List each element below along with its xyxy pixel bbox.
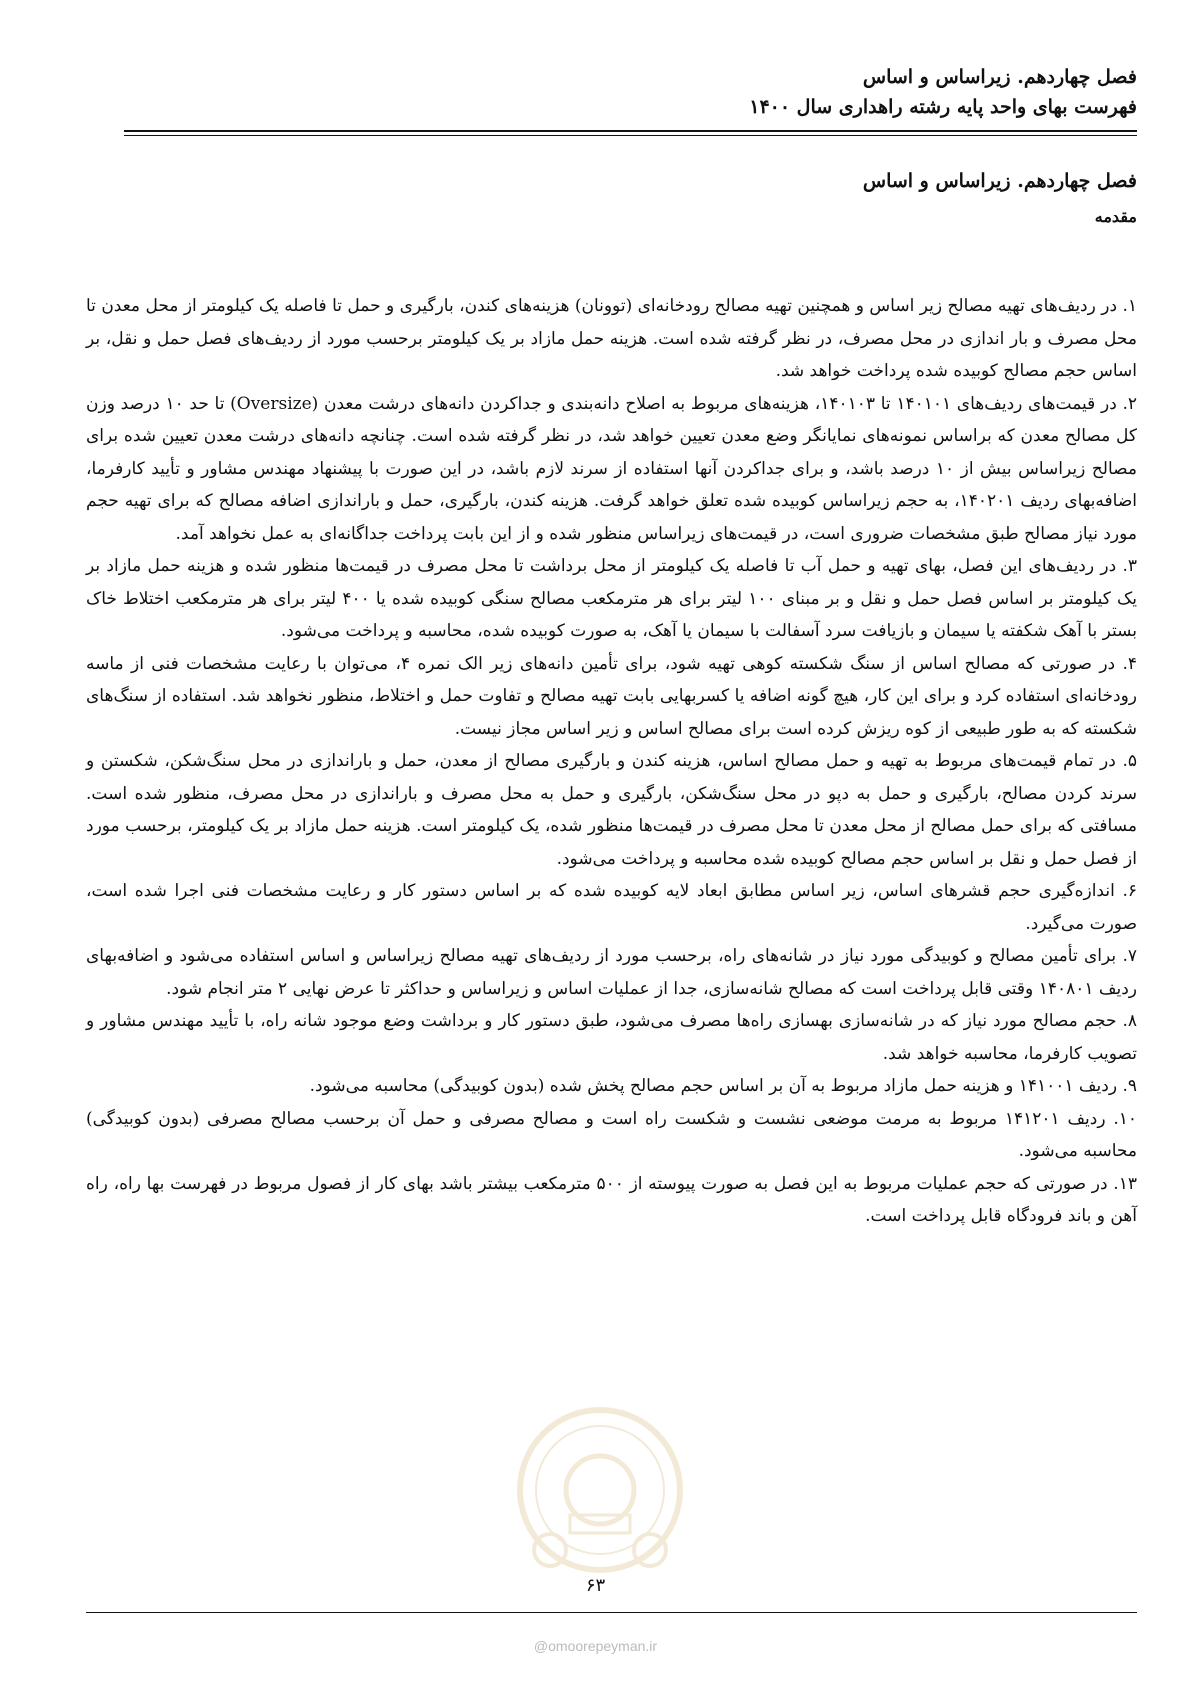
header-chapter-title: فصل چهاردهم. زیراساس و اساس [862, 66, 1137, 88]
paragraph-9: ۹. ردیف ۱۴۱۰۰۱ و هزینه حمل مازاد مربوط به آن بر اساس حجم مصالح پخش شده (بدون کوبیدگی) محاسبه می‌شود. [309, 1076, 1137, 1096]
paragraph-6: ۶. اندازه‌گیری حجم قشرهای اساس، زیر اساس مطابق ابعاد لایه کوبیده شده که بر اساس دستور کار و رعایت مشخصات فنی اجرا شده است، صورت می‌گیرد. [86, 881, 1137, 934]
page-number: ۶۳ [585, 1575, 606, 1596]
header-list-title: فهرست بهای واحد پایه رشته راهداری سال ۱۴۰۰ [749, 96, 1137, 118]
header-divider [124, 130, 1137, 132]
body-text [86, 290, 1137, 1233]
intro-heading: مقدمه [1094, 207, 1137, 226]
footer-divider [86, 1612, 1137, 1613]
header-divider-thin [124, 135, 1137, 136]
paragraph-1: ۱. در ردیف‌های تهیه مصالح زیر اساس و همچنین تهیه مصالح رودخانه‌ای (توونان) هزینه‌های کندن، بارگیری و حمل تا فاصله یک کیلومتر از محل معدن تا محل مصرف و بار اندازی در محل مصرف، در نظر گرفته شده است. هزینه حمل مازاد بر یک کیلومتر برحسب مورد از ردیف‌های فصل حمل و نقل، بر اساس حجم مصالح کوبیده شده پرداخت خواهد شد. [86, 296, 1137, 381]
paragraph-8: ۸. حجم مصالح مورد نیاز که در شانه‌سازی بهسازی راه‌ها مصرف می‌شود، طبق دستور کار و برداشت وضع موجود شانه راه، با تأیید مهندس مشاور و تصویب کارفرما، محاسبه خواهد شد. [86, 1011, 1137, 1064]
paragraph-13: ۱۳. در صورتی که حجم عملیات مربوط به این فصل به صورت پیوسته از ۵۰۰ مترمکعب بیشتر باشد بهای کار از فصول مربوط در فهرست بها راه، راه آهن و باند فرودگاه قابل پرداخت است. [86, 1173, 1137, 1226]
paragraph-4: ۴. در صورتی که مصالح اساس از سنگ شکسته کوهی تهیه شود، برای تأمین دانه‌های زیر الک نمره ۴، می‌توان با رعایت مشخصات فنی از ماسه رودخانه‌ای استفاده کرد و برای این کار، هیچ گونه اضافه یا کسربهایی بابت تهیه مصالح و تفاوت حمل و اختلاط، منظور نخواهد شد. استفاده از سنگ‌های شکسته که به طور طبیعی از کوه ریزش کرده است برای مصالح اساس و زیر اساس مجاز نیست. [86, 653, 1137, 739]
publisher-seal-watermark [510, 1400, 690, 1590]
paragraph-3: ۳. در ردیف‌های این فصل، بهای تهیه و حمل آب تا فاصله یک کیلومتر از محل برداشت تا محل مصرف در قیمت‌ها منظور شده و هزینه حمل مازاد بر یک کیلومتر بر اساس فصل حمل و نقل و بر مبنای ۱۰۰ لیتر برای هر مترمکعب مصالح سنگی کوبیده شده یا ۴۰۰ لیتر برای هر مترمکعب اختلاط خاک بستر با آهک شکفته یا سیمان و بازیافت سرد آسفالت با سیمان یا آهک، به صورت کوبیده شده، محاسبه و پرداخت می‌شود. [86, 556, 1137, 641]
paragraph-10: ۱۰. ردیف ۱۴۱۲۰۱ مربوط به مرمت موضعی نشست و شکست راه است و مصالح مصرفی و حمل آن برحسب مصالح مصرفی (بدون کوبیدگی) محاسبه می‌شود. [86, 1108, 1137, 1161]
watermark-url: @omoorepeyman.ir [533, 1638, 658, 1654]
section-title: فصل چهاردهم. زیراساس و اساس [862, 170, 1137, 192]
paragraph-5: ۵. در تمام قیمت‌های مربوط به تهیه و حمل مصالح اساس، هزینه کندن و بارگیری مصالح از معدن، حمل و باراندازی در محل سنگ‌شکن، شکستن و سرند کردن مصالح، بارگیری و حمل به دپو در محل سنگ‌شکن، بارگیری و حمل به محل مصرف و باراندازی در محل مصرف، منظور شده است. مسافتی که برای حمل مصالح از محل معدن تا محل مصرف در قیمت‌ها منظور شده، یک کیلومتر است. هزینه حمل مازاد بر یک کیلومتر، برحسب مورد از فصل حمل و نقل بر اساس حجم مصالح کوبیده شده محاسبه و پرداخت می‌شود. [86, 751, 1137, 869]
paragraph-2: ۲. در قیمت‌های ردیف‌های ۱۴۰۱۰۱ تا ۱۴۰۱۰۳، هزینه‌های مربوط به اصلاح دانه‌بندی و جداکردن دانه‌های درشت معدن (Oversize) تا حد ۱۰ درصد وزن کل مصالح معدن که براساس نمونه‌های نمایانگر وضع معدن تعیین خواهد شد، در نظر گرفته شده است. چنانچه دانه‌های درشت معدن تعیین شده برای مصالح زیراساس بیش از ۱۰ درصد باشد، و برای جداکردن آنها استفاده از سرند لازم باشد، در این صورت با پیشنهاد مهندس مشاور و تأیید کارفرما، اضافه‌بهای ردیف ۱۴۰۲۰۱، به حجم زیراساس کوبیده شده تعلق خواهد گرفت. هزینه کندن، بارگیری، حمل و باراندازی اضافه مصالح که برای تهیه حجم مورد نیاز مصالح طبق مشخصات ضروری است، در قیمت‌های زیراساس منظور شده و از این بابت پرداخت جداگانه‌ای به عمل نخواهد آمد. [86, 393, 1138, 544]
page-header [124, 62, 1137, 122]
paragraph-7: ۷. برای تأمین مصالح و کوبیدگی مورد نیاز در شانه‌های راه، برحسب مورد از ردیف‌های تهیه مصالح زیراساس و اساس استفاده می‌شود و اضافه‌بهای ردیف ۱۴۰۸۰۱ وقتی قابل پرداخت است که مصالح شانه‌سازی، جدا از عملیات اساس و زیراساس و حداکثر تا عرض نهایی ۲ متر انجام شود. [86, 946, 1137, 999]
